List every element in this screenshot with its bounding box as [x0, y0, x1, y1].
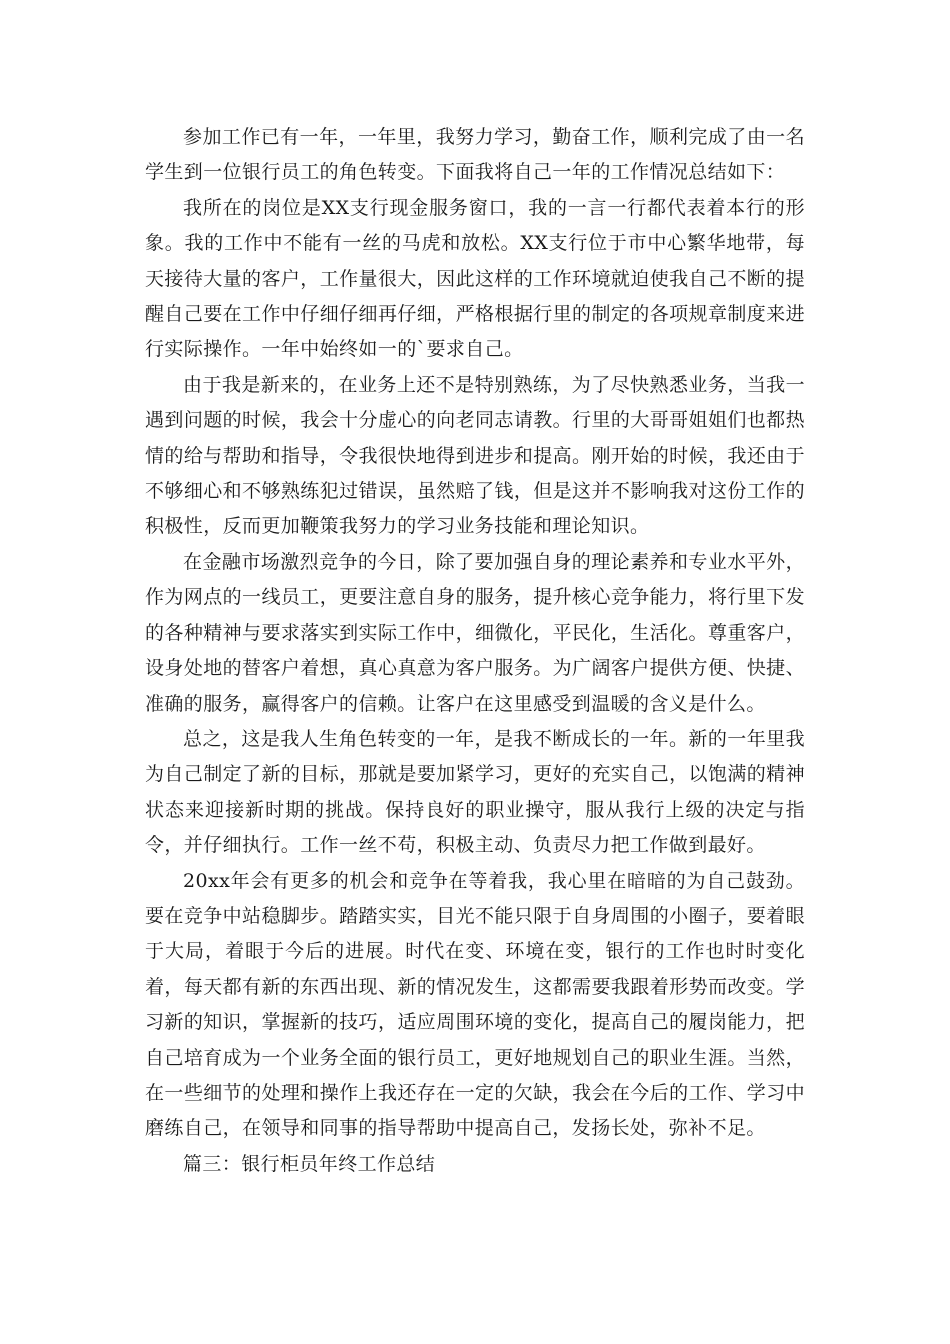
- paragraph-intro: 参加工作已有一年，一年里，我努力学习，勤奋工作，顺利完成了由一名学生到一位银行员工的角色转变。下面我将自己一年的工作情况总结如下：: [145, 126, 805, 184]
- paragraph-service: 在金融市场激烈竞争的今日，除了要加强自身的理论素养和专业水平外，作为网点的一线员工，更要注意自身的服务，提升核心竞争能力，将行里下发的各种精神与要求落实到实际工作中，细微化，平民化，生活化。尊重客户，设身处地的替客户着想，真心真意为客户服务。为广阔客户提供方便、快捷、准确的服务，赢得客户的信赖。让客户在这里感受到温暖的含义是什么。: [145, 550, 805, 715]
- document-body: [145, 120, 805, 1182]
- paragraph-summary: 总之，这是我人生角色转变的一年，是我不断成长的一年。新的一年里我为自己制定了新的目标，那就是要加紧学习，更好的充实自己，以饱满的精神状态来迎接新时期的挑战。保持良好的职业操守，服从我行上级的决定与指令，并仔细执行。工作一丝不苟，积极主动、负责尽力把工作做到最好。: [145, 727, 805, 857]
- paragraph-outlook: 20xx年会有更多的机会和竞争在等着我，我心里在暗暗的为自己鼓劲。要在竞争中站稳脚步。踏踏实实，目光不能只限于自身周围的小圈子，要着眼于大局，着眼于今后的进展。时代在变、环境在变，银行的工作也时时变化着，每天都有新的东西出现、新的情况发生，这都需要我跟着形势而改变。学习新的知识，掌握新的技巧，适应周围环境的变化，提高自己的履岗能力，把自己培育成为一个业务全面的银行员工，更好地规划自己的职业生涯。当然，在一些细节的处理和操作上我还存在一定的欠缺，我会在今后的工作、学习中磨练自己，在领导和同事的指导帮助中提高自己，发扬长处，弥补不足。: [145, 869, 805, 1140]
- section-heading: 篇三：银行柜员年终工作总结: [183, 1152, 436, 1175]
- paragraph-position: 我所在的岗位是XX支行现金服务窗口，我的一言一行都代表着本行的形象。我的工作中不能有一丝的马虎和放松。XX支行位于市中心繁华地带，每天接待大量的客户，工作量很大，因此这样的工作环境就迫使我自己不断的提醒自己要在工作中仔细仔细再仔细，严格根据行里的制定的各项规章制度来进行实际操作。一年中始终如一的`要求自己。: [145, 196, 805, 361]
- paragraph-learning: 由于我是新来的，在业务上还不是特别熟练，为了尽快熟悉业务，当我一遇到问题的时候，我会十分虚心的向老同志请教。行里的大哥哥姐姐们也都热情的给与帮助和指导，令我很快地得到进步和提高。刚开始的时候，我还由于不够细心和不够熟练犯过错误，虽然赔了钱，但是这并不影响我对这份工作的积极性，反而更加鞭策我努力的学习业务技能和理论知识。: [145, 373, 805, 538]
